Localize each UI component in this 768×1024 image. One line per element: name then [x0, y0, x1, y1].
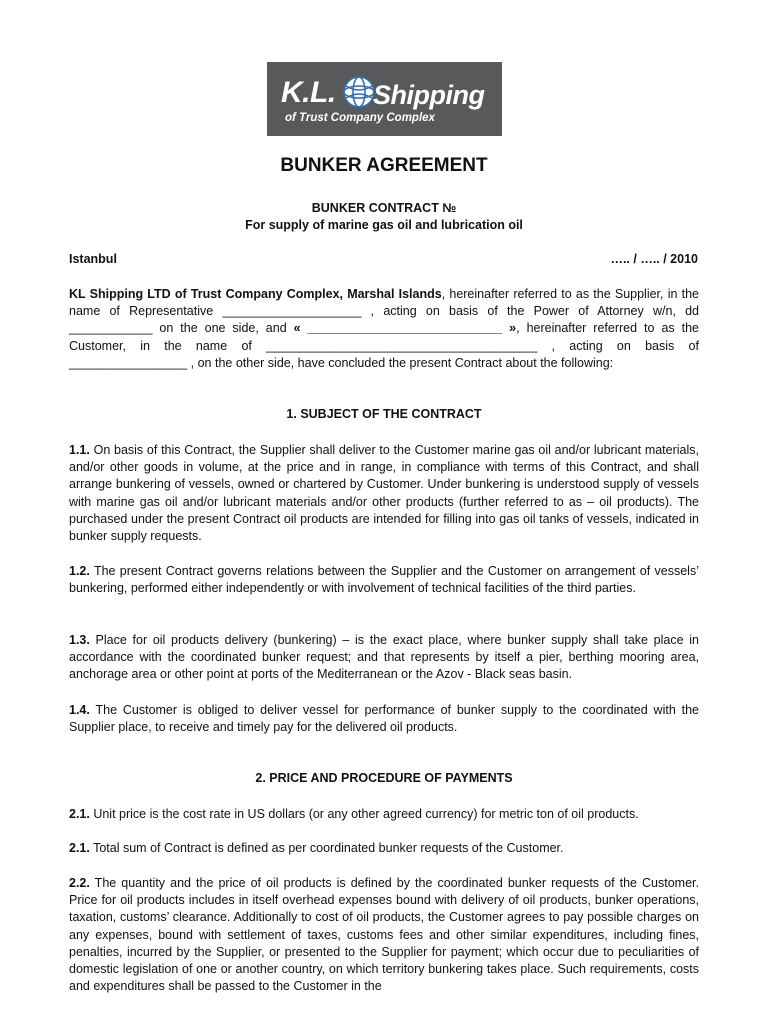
- place: Istanbul: [69, 252, 117, 266]
- clause-number: 1.1.: [69, 443, 90, 457]
- clause-2-1a: [69, 806, 699, 823]
- document-title: BUNKER AGREEMENT: [280, 155, 488, 176]
- intro-text-2: , hereinafter referred to as the Customer, in the name of _______________________________________ , acting on basis of _________________ , on the other side, have concluded the present Contract about the following:: [69, 321, 699, 370]
- clause-text: On basis of this Contract, the Supplier shall deliver to the Customer marine gas oil and/or lubricant materials, and/or other goods in volume, at the price and in range, in compliance with terms of this Contract, and shall arrange bunkering of vessels, owned or chartered by Customer. Under bunkering is understood supply of vessels with marine gas oil and/or lubricant materials and/or other products (further referred to as – oil products). The purchased under the present Contract oil products are intended for filling into gas oil tanks of vessels, indicated in bunker supply requests.: [69, 443, 699, 544]
- clause-1-1: [69, 442, 699, 545]
- clause-number: 2.1.: [69, 841, 90, 855]
- clause-2-2: [69, 875, 699, 995]
- intro-paragraph: [69, 286, 699, 372]
- clause-number: 1.2.: [69, 564, 90, 578]
- clause-text: The quantity and the price of oil products is defined by the coordinated bunker requests of the Customer. Price for oil products includes in itself overhead expenses bound with delivery of oil products, bunker operations, taxation, customs’ clearance. Additionally to cost of oil products, the Customer agrees to pay possible charges on any expenses, bound with settlement of taxes, customs fees and other similar expenditures, including fines, penalties, incurred by the Supplier, or presented to the Supplier for payment; which occur due to peculiarities of domestic legislation of one or another country, on which territory bunkering takes place. Such requirements, costs and expenditures shall be passed to the Customer in the: [69, 876, 699, 994]
- contract-number: BUNKER CONTRACT №: [311, 201, 457, 215]
- clause-1-4: [69, 702, 699, 736]
- clause-text: The present Contract governs relations between the Supplier and the Customer on arrangement of vessels’ bunkering, performed either independently or with involvement of technical facilities of the third parties.: [69, 564, 699, 596]
- clause-text: The Customer is obliged to deliver vessel for performance of bunker supply to the coordinated with the Supplier place, to receive and timely pay for the delivered oil products.: [69, 703, 699, 735]
- logo-brand-left: K.L.: [281, 76, 336, 109]
- clause-text: Place for oil products delivery (bunkering) – is the exact place, where bunker supply shall take place in accordance with the coordinated bunker request; and that represents by itself a pier, berthing mooring area, anchorage area or other point at ports of the Mediterranean or the Azov - Black seas basin.: [69, 633, 699, 682]
- globe-icon: [341, 74, 377, 110]
- clause-1-3: [69, 632, 699, 684]
- date: ….. / ….. / 2010: [610, 252, 698, 266]
- customer-name: « ____________________________ »: [293, 321, 517, 336]
- logo-brand-right: Shipping: [373, 80, 485, 110]
- clause-2-1b: [69, 840, 699, 857]
- contract-purpose: For supply of marine gas oil and lubrication oil: [245, 218, 523, 232]
- clause-1-2: [69, 563, 699, 597]
- place-date-row: [69, 252, 698, 266]
- clause-number: 2.2.: [69, 876, 90, 890]
- clause-text: Unit price is the cost rate in US dollars (or any other agreed currency) for metric ton of oil products.: [89, 807, 639, 821]
- logo-tagline: of Trust Company Complex: [285, 112, 435, 124]
- clause-number: 2.1.: [69, 807, 90, 821]
- clause-text: Total sum of Contract is defined as per coordinated bunker requests of the Customer.: [89, 841, 564, 855]
- supplier-name: KL Shipping LTD of Trust Company Complex, Marshal Islands: [69, 287, 442, 301]
- section2-heading: 2. PRICE AND PROCEDURE OF PAYMENTS: [255, 771, 513, 785]
- clause-number: 1.4.: [69, 703, 90, 717]
- section1-heading: 1. SUBJECT OF THE CONTRACT: [286, 407, 482, 421]
- intro-text-1: , hereinafter referred to as the Supplier, in the name of Representative ____________________ , acting on basis of the Power of Attorney w/n, dd ____________ on the one side, and: [69, 287, 699, 336]
- clause-number: 1.3.: [69, 633, 90, 647]
- company-logo: [267, 62, 502, 136]
